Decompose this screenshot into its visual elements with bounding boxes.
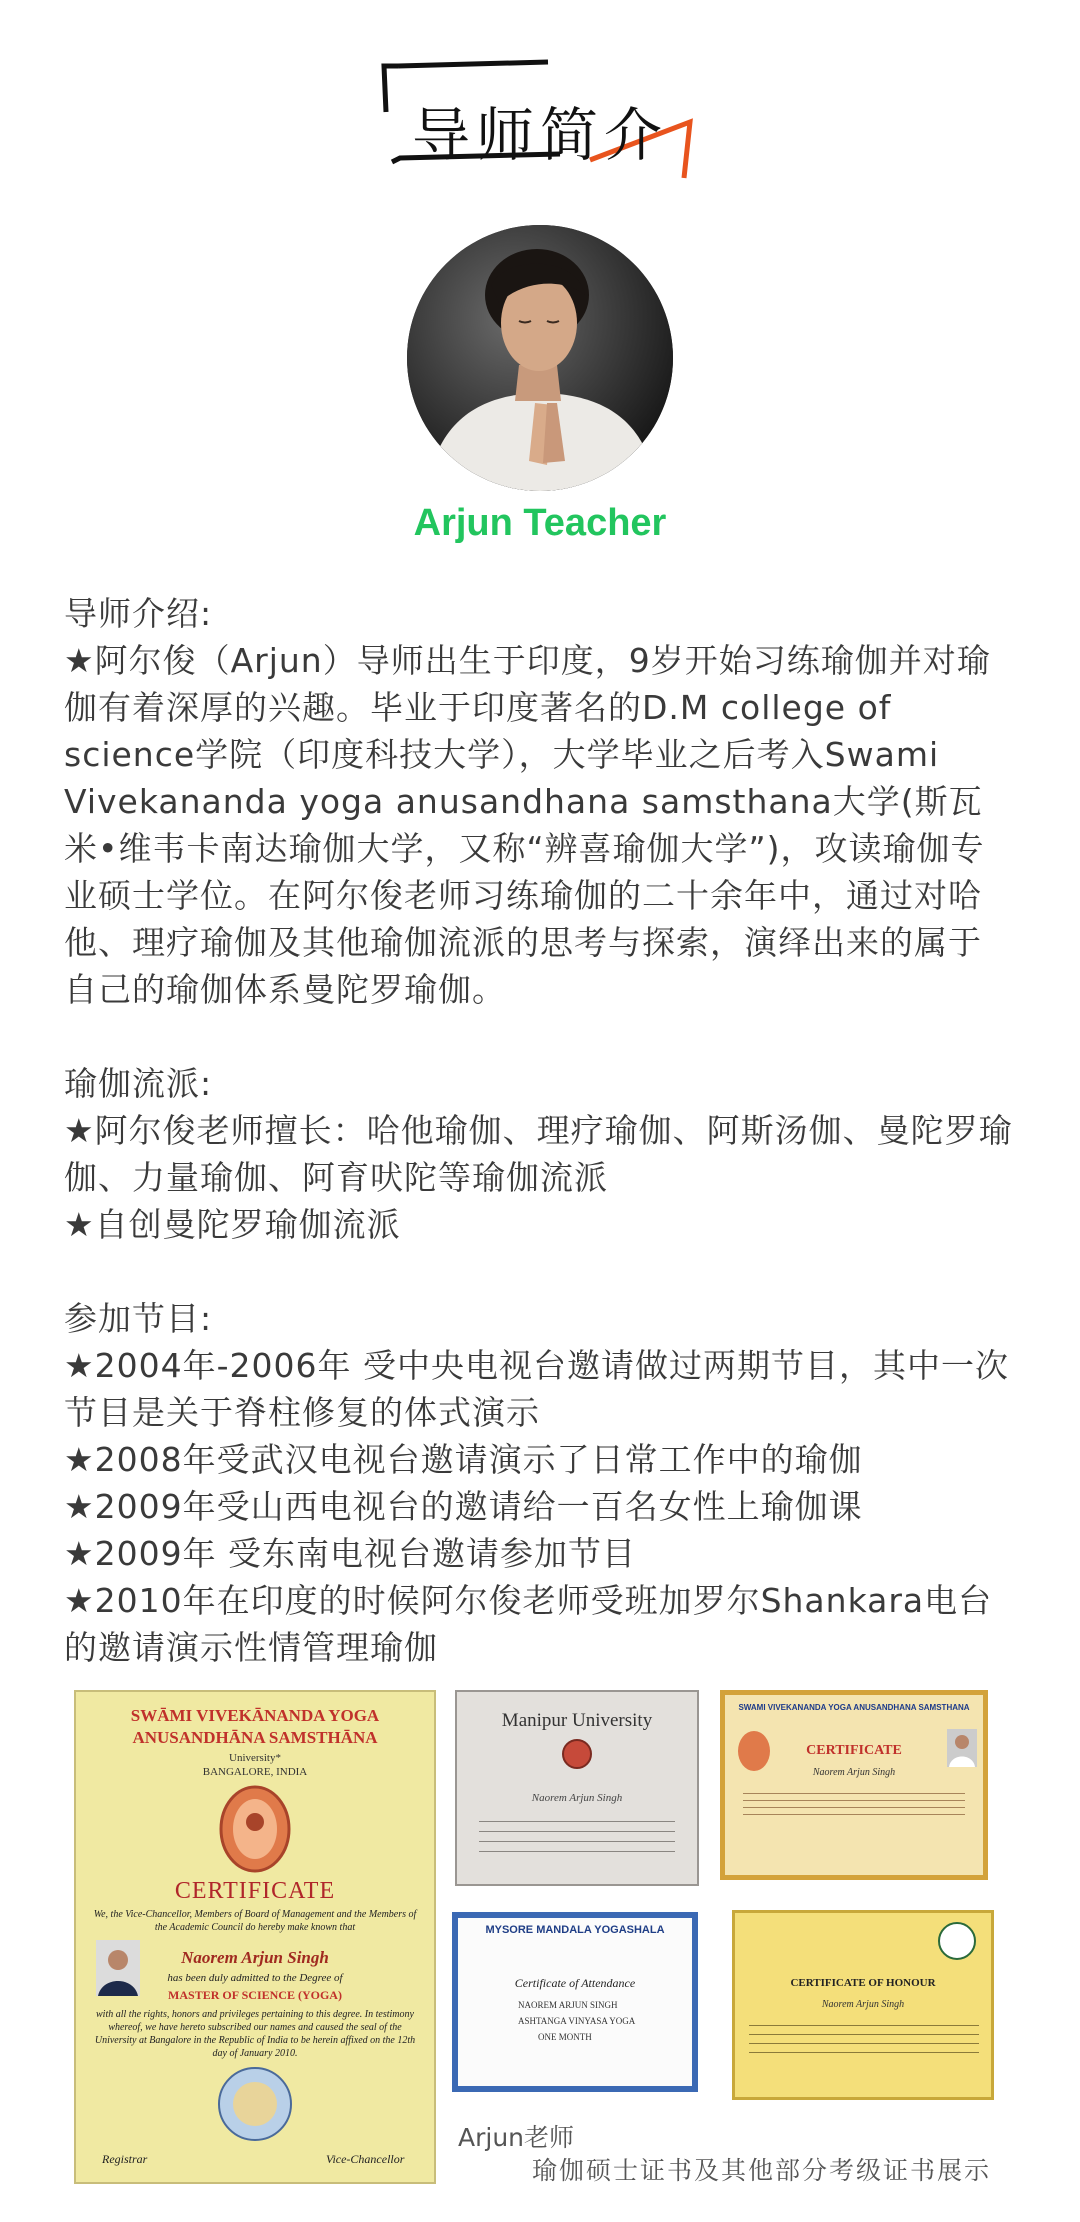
program-item: ★2009年 受东南电视台邀请参加节目	[64, 1534, 637, 1573]
certificate-master-degree	[74, 1690, 436, 2184]
certificate-mysore	[452, 1912, 698, 2092]
styles-item: ★阿尔俊老师擅长：哈他瑜伽、理疗瑜伽、阿斯汤伽、曼陀罗瑜伽、力量瑜伽、阿育吠陀等瑜伽流派	[64, 1111, 1013, 1197]
caption-teacher: Arjun老师	[458, 2123, 575, 2152]
cert-org-line2: ANUSANDHĀNA SAMSTHĀNA	[132, 1728, 378, 1747]
cert-recipient: Naorem Arjun Singh	[181, 1948, 329, 1967]
seal-icon	[561, 1738, 593, 1770]
styles-item: ★自创曼陀罗瑜伽流派	[64, 1205, 401, 1244]
emblem-icon	[215, 2064, 295, 2144]
cert-org: MYSORE MANDALA YOGASHALA	[485, 1924, 665, 1936]
cert-org: SWAMI VIVEKANANDA YOGA ANUSANDHANA SAMSTHANA	[738, 1703, 970, 1712]
cert-univ: University*	[229, 1752, 281, 1764]
program-item: ★2004年-2006年 受中央电视台邀请做过两期节目，其中一次节目是关于脊柱修复的体式演示	[64, 1346, 1009, 1432]
teacher-avatar	[407, 225, 673, 491]
bio-content	[64, 590, 1014, 1671]
program-item: ★2009年受山西电视台的邀请给一百名女性上瑜伽课	[64, 1487, 863, 1526]
cert-preamble: We, the Vice-Chancellor, Members of Board of Management and the Members of the Academic Council do hereby make known that	[93, 1909, 417, 1933]
cert-duration: ONE MONTH	[538, 2032, 592, 2042]
certificate-instructor	[720, 1690, 988, 1880]
styles-heading: 瑜伽流派:	[64, 1064, 213, 1103]
cert-title: CERTIFICATE	[806, 1743, 902, 1758]
cert-vice-chancellor: Vice-Chancellor	[326, 2152, 405, 2166]
programs-heading: 参加节目:	[64, 1299, 213, 1338]
cert-recipient: Naorem Arjun Singh	[821, 1999, 905, 2010]
certificate-manipur	[455, 1690, 699, 1886]
intro-heading: 导师介绍:	[64, 594, 213, 633]
seal-icon	[215, 1784, 295, 1874]
cert-recipient: Naorem Arjun Singh	[531, 1792, 623, 1804]
seal-icon	[935, 1919, 979, 1963]
cert-title: CERTIFICATE OF HONOUR	[790, 1977, 936, 1989]
cert-title: Manipur University	[501, 1710, 653, 1731]
cert-admitted: has been duly admitted to the Degree of	[167, 1972, 343, 1984]
program-item: ★2008年受武汉电视台邀请演示了日常工作中的瑜伽	[64, 1440, 863, 1479]
cert-lines	[749, 2017, 979, 2057]
program-item: ★2010年在印度的时候阿尔俊老师受班加罗尔Shankara电台的邀请演示性情管理瑜伽	[64, 1581, 993, 1667]
cert-lines	[743, 1787, 965, 1817]
cert-degree: MASTER OF SCIENCE (YOGA)	[168, 1988, 342, 2002]
caption-description: 瑜伽硕士证书及其他部分考级证书展示	[532, 2156, 992, 2185]
cert-registrar: Registrar	[102, 2152, 148, 2166]
cert-org-line1: SWĀMI VIVEKĀNANDA YOGA	[130, 1706, 380, 1725]
intro-body: ★阿尔俊（Arjun）导师出生于印度，9岁开始习练瑜伽并对瑜伽有着深厚的兴趣。毕业于印度著名的D.M college of science学院（印度科技大学），大学毕业之后考入Swami Vivekananda yoga anusandhana samsthana大学(斯瓦米•维韦卡南达瑜伽大学，又称“辨喜瑜伽大学”)，攻读瑜伽专业硕士学位。在阿尔俊老师习练瑜伽的二十余年中，通过对哈他、理疗瑜伽及其他瑜伽流派的思考与探索，演绎出来的属于自己的瑜伽体系曼陀罗瑜伽。	[64, 641, 991, 1009]
cert-lines	[479, 1812, 675, 1856]
certificate-honour	[732, 1910, 994, 2100]
cert-rights: with all the rights, honors and privileges pertaining to this degree. In testimony whereof, we have hereto subscribed our names and caused the seal of the University at Bangalore in the Republic of India to be herein affixed on the 12th day of January 2010.	[94, 2009, 416, 2059]
cert-title: CERTIFICATE	[174, 1878, 336, 1904]
cert-city: BANGALORE, INDIA	[202, 1766, 308, 1778]
teacher-name: Arjun Teacher	[413, 502, 667, 544]
cert-recipient: Naorem Arjun Singh	[812, 1767, 896, 1778]
cert-title: Certificate of Attendance	[514, 1976, 636, 1990]
section-header	[0, 50, 1080, 190]
page-title: 导师简介	[411, 101, 668, 169]
cert-recipient: NAOREM ARJUN SINGH	[518, 2000, 618, 2010]
cert-course: ASHTANGA VINYASA YOGA	[518, 2016, 636, 2026]
